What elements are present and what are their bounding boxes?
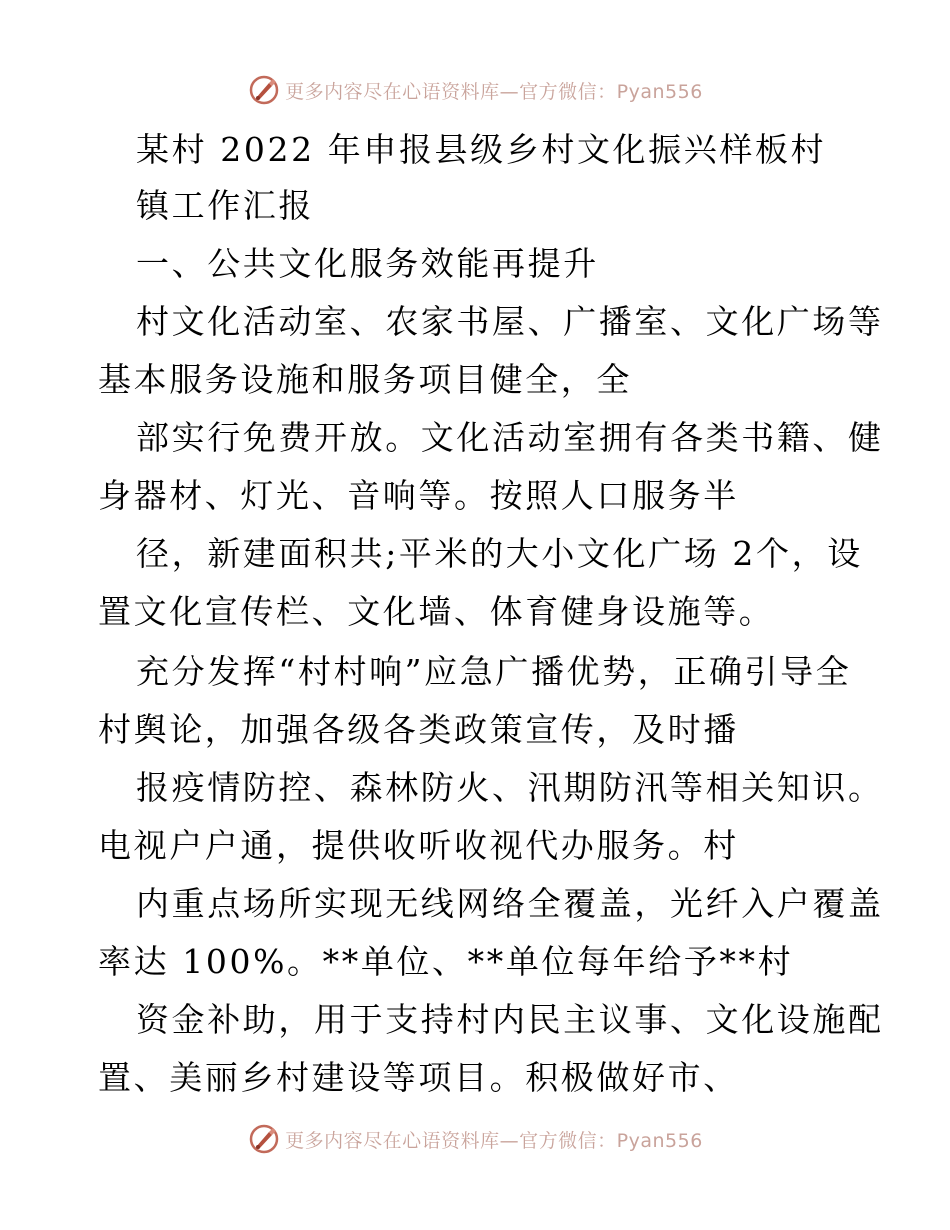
paragraph-line: 资金补助，用于支持村内民主议事、文化设施配 bbox=[136, 1000, 884, 1039]
pen-logo-icon bbox=[247, 1122, 281, 1156]
paragraph-line: 置文化宣传栏、文化墙、体育健身设施等。 bbox=[98, 592, 775, 631]
title-line-1: 某村 2022 年申报县级乡村文化振兴样板村 bbox=[136, 130, 827, 169]
watermark-banner-bottom bbox=[0, 1119, 950, 1159]
paragraph-line: 径，新建面积共;平米的大小文化广场 2个，设 bbox=[136, 534, 863, 573]
title-line-2: 镇工作汇报 bbox=[136, 186, 314, 225]
pen-logo-icon bbox=[247, 73, 281, 107]
paragraph-line: 身器材、灯光、音响等。按照人口服务半 bbox=[98, 476, 739, 515]
paragraph-line: 率达 100%。**单位、**单位每年给予**村 bbox=[98, 942, 794, 981]
watermark-text-bottom: 更多内容尽在心语资料库—官方微信：Pyan556 bbox=[285, 1129, 703, 1152]
watermark-text-top: 更多内容尽在心语资料库—官方微信：Pyan556 bbox=[285, 80, 703, 103]
paragraph-line: 村舆论，加强各级各类政策宣传，及时播 bbox=[98, 710, 739, 749]
paragraph-line: 基本服务设施和服务项目健全，全 bbox=[98, 360, 632, 399]
paragraph-line: 置、美丽乡村建设等项目。积极做好市、 bbox=[98, 1058, 739, 1097]
paragraph-line: 内重点场所实现无线网络全覆盖，光纤入户覆盖 bbox=[136, 884, 884, 923]
paragraph-line: 报疫情防控、森林防火、汛期防汛等相关知识。 bbox=[136, 768, 884, 807]
paragraph-line: 村文化活动室、农家书屋、广播室、文化广场等 bbox=[136, 302, 884, 341]
section-heading: 一、公共文化服务效能再提升 bbox=[136, 244, 599, 283]
paragraph-line: 充分发挥“村村响”应急广播优势，正确引导全 bbox=[136, 652, 852, 691]
watermark-banner-top bbox=[0, 70, 950, 110]
paragraph-line: 电视户户通，提供收听收视代办服务。村 bbox=[98, 826, 739, 865]
paragraph-line: 部实行免费开放。文化活动室拥有各类书籍、健 bbox=[136, 418, 884, 457]
